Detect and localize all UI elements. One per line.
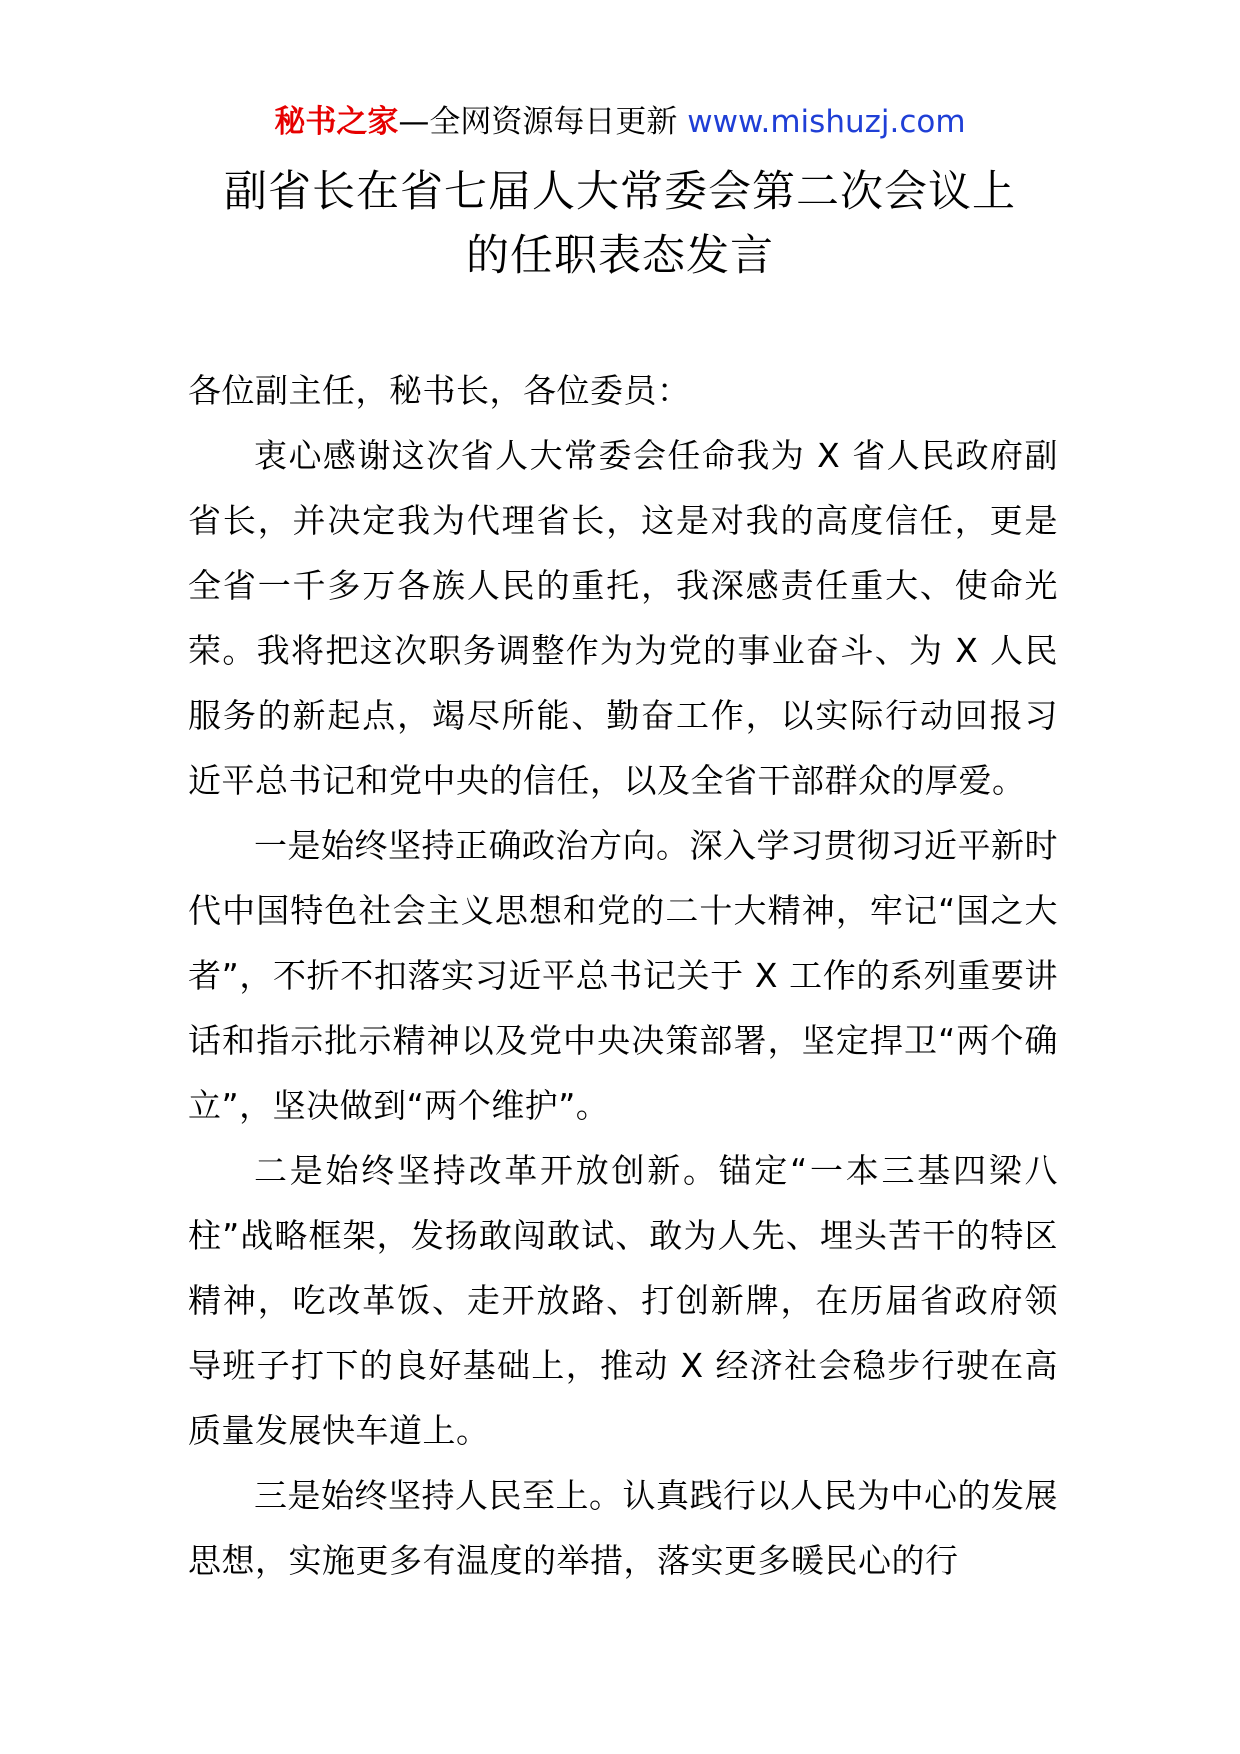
paragraph-thanks: 衷心感谢这次省人大常委会任命我为 X 省人民政府副省长，并决定我为代理省长，这是对我的高度信任，更是全省一千多万各族人民的重托，我深感责任重大、使命光荣。我将把这次职务调整作为为党的事业奋斗、为 X 人民服务的新起点，竭尽所能、勤奋工作，以实际行动回报习近平总书记和党中央的信任，以及全省干部群众的厚爱。 <box>188 436 1058 800</box>
paragraph-point-3: 三是始终坚持人民至上。认真践行以人民为中心的发展思想，实施更多有温度的举措，落实更多暖民心的行 <box>188 1476 1058 1580</box>
paragraph-point-1: 一是始终坚持正确政治方向。深入学习贯彻习近平新时代中国特色社会主义思想和党的二十大精神，牢记“国之大者”，不折不扣落实习近平总书记关于 X 工作的系列重要讲话和指示批示精神以及党中央决策部署，坚定捍卫“两个确立”，坚决做到“两个维护”。 <box>188 826 1058 1125</box>
title-line-1: 副省长在省七届人大常委会第二次会议上 <box>224 167 1016 217</box>
site-url-link[interactable]: www.mishuzj.com <box>687 104 966 140</box>
document-title <box>0 160 1240 288</box>
header-tagline: —全网资源每日更新 <box>398 104 688 140</box>
paragraph-point-2: 二是始终坚持改革开放创新。锚定“一本三基四梁八柱”战略框架，发扬敢闯敢试、敢为人先、埋头苦干的特区精神，吃改革饭、走开放路、打创新牌，在历届省政府领导班子打下的良好基础上，推动 X 经济社会稳步行驶在高质量发展快车道上。 <box>188 1151 1058 1450</box>
site-header <box>0 100 1240 144</box>
salutation: 各位副主任，秘书长，各位委员： <box>188 371 691 410</box>
brand-name: 秘书之家 <box>274 104 399 140</box>
document-body <box>188 358 1058 1593</box>
title-line-2: 的任职表态发言 <box>466 231 774 281</box>
